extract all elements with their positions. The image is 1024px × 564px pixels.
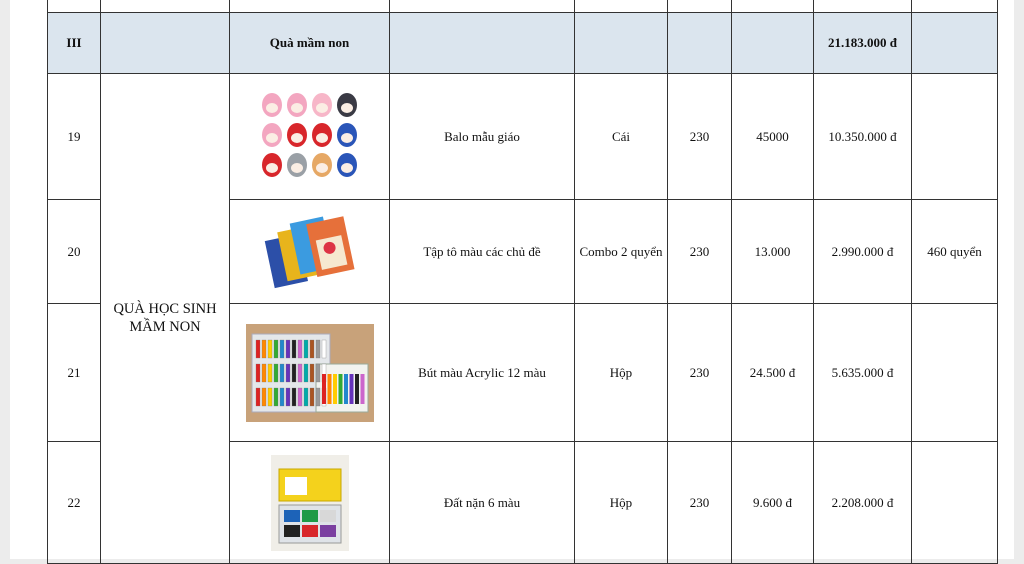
row-amount: 5.635.000 đ	[814, 304, 912, 442]
section-header-row	[48, 13, 998, 74]
table-row	[48, 0, 998, 13]
backpacks-image	[260, 91, 360, 183]
modeling-clay-image	[271, 455, 349, 551]
coloring-books-image	[260, 212, 360, 292]
row-qty: 230	[668, 74, 732, 200]
row-stt: 19	[48, 74, 101, 200]
row-price: 9.600 đ	[732, 442, 814, 564]
row-stt: 21	[48, 304, 101, 442]
row-price: 45000	[732, 74, 814, 200]
row-unit: Cái	[575, 74, 668, 200]
row-note	[912, 74, 998, 200]
row-amount: 2.208.000 đ	[814, 442, 912, 564]
row-price: 24.500 đ	[732, 304, 814, 442]
row-qty: 230	[668, 442, 732, 564]
group-label: QUÀ HỌC SINH MẦM NON	[101, 74, 230, 564]
row-amount: 2.990.000 đ	[814, 200, 912, 304]
row-qty: 230	[668, 200, 732, 304]
product-table	[47, 0, 998, 564]
row-name: Bút màu Acrylic 12 màu	[390, 304, 575, 442]
row-unit: Hộp	[575, 442, 668, 564]
row-stt: 22	[48, 442, 101, 564]
row-note	[912, 442, 998, 564]
document-page	[10, 0, 1014, 559]
table-row	[48, 74, 998, 200]
row-note	[912, 304, 998, 442]
row-price: 13.000	[732, 200, 814, 304]
acrylic-markers-image	[246, 324, 374, 422]
row-unit: Hộp	[575, 304, 668, 442]
section-title: Quà mầm non	[230, 13, 390, 74]
row-name: Đất nặn 6 màu	[390, 442, 575, 564]
section-total: 21.183.000 đ	[814, 13, 912, 74]
row-unit: Combo 2 quyển	[575, 200, 668, 304]
section-number: III	[48, 13, 101, 74]
row-name: Balo mẫu giáo	[390, 74, 575, 200]
row-amount: 10.350.000 đ	[814, 74, 912, 200]
row-note: 460 quyển	[912, 200, 998, 304]
row-qty: 230	[668, 304, 732, 442]
row-stt: 20	[48, 200, 101, 304]
row-name: Tập tô màu các chủ đề	[390, 200, 575, 304]
